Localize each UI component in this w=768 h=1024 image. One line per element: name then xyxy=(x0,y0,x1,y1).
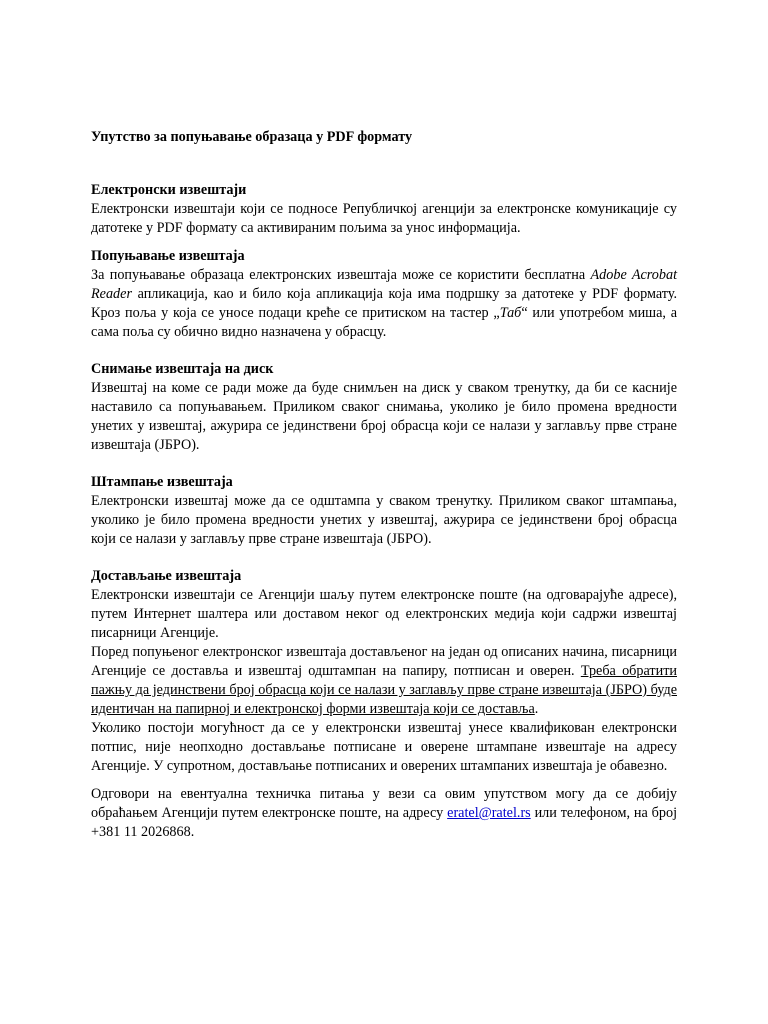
key-name: Таб xyxy=(499,305,522,321)
section-heading: Снимање извештаја на диск xyxy=(91,361,274,377)
section-printing-reports xyxy=(91,473,677,549)
section-filling-reports xyxy=(91,247,677,342)
document-title: Упутство за попуњавање образаца у PDF формату xyxy=(91,129,413,145)
section-heading: Електронски извештаји xyxy=(91,182,247,198)
section-text: Електронски извештаји који се подносе Републичкој агенцији за електронске комуникације су датотеке у PDF формату са активираним пољима за унос информација. xyxy=(91,201,677,236)
section-text-2: Поред попуњеног електронског извештаја достављеног на један од описаних начина, писарници Агенције се доставља и извештај одштампан на папиру, потписан и оверен. Треба обратити пажњу да јединствени број обрасца који се налази у заглављу прве стране извештаја (ЈБРО) буде идентичан на папирној и електронској форми извештаја који се доставља. xyxy=(91,644,677,717)
email-link[interactable]: eratel@ratel.rs xyxy=(447,805,531,821)
section-electronic-reports xyxy=(91,181,677,238)
closing-paragraph: Одговори на евентуална техничка питања у вези са овим упутством могу да се добију обраћањем Агенцији путем електронске поште, на адресу eratel@ratel.rs или телефоном, на број +381 11 2026868. xyxy=(91,786,678,840)
section-text: За попуњавање образаца електронских извештаја може се користити бесплатна Adobe Acrobat Reader апликација, као и било која апликација која има подршку за датотеке у PDF формату. Кроз поља у која се уносе подаци креће се притиском на тастер „Таб“ или употребом миша, а сама поља су обично видно назначена у обрасцу. xyxy=(91,267,678,340)
section-heading: Штампање извештаја xyxy=(91,474,233,490)
section-text: Електронски извештај може да се одштампа у сваком тренутку. Приликом сваког штампања, уколико је било промена вредности унетих у извештај, ажурира се јединствени број обрасца који се налази у заглављу прве стране извештаја (ЈБРО). xyxy=(91,493,677,547)
underlined-notice: Треба обратити пажњу да јединствени број обрасца који се налази у заглављу прве стране извештаја (ЈБРО) буде идентичан на папирној и електронској форми извештаја који се доставља xyxy=(91,663,677,717)
section-saving-reports xyxy=(91,360,677,455)
section-text-3: Уколико постоји могућност да се у електронски извештај унесе квалификован електронски потпис, није неопходно достављање потписане и оверене штампане извештаје на адресу Агенције. У супротном, достављање потписаних и оверених штампаних извештаја је обавезно. xyxy=(91,720,677,774)
app-name: Adobe Acrobat Reader xyxy=(91,267,678,302)
section-delivering-reports xyxy=(91,567,677,776)
section-heading: Достављање извештаја xyxy=(91,568,242,584)
section-heading: Попуњавање извештаја xyxy=(91,248,245,264)
section-text-1: Електронски извештаји се Агенцији шаљу путем електронске поште (на одговарајуће адресе), путем Интернет шалтера или доставом неког од електронских медија који садржи извештај писарници Агенције. xyxy=(91,587,677,641)
section-text: Извештај на коме се ради може да буде снимљен на диск у сваком тренутку, да би се касније наставило са попуњавањем. Приликом сваког снимања, уколико је било промена вредности унетих у извештај, ажурира се јединствени број обрасца који се налази у заглављу прве стране извештаја (ЈБРО). xyxy=(91,380,677,453)
